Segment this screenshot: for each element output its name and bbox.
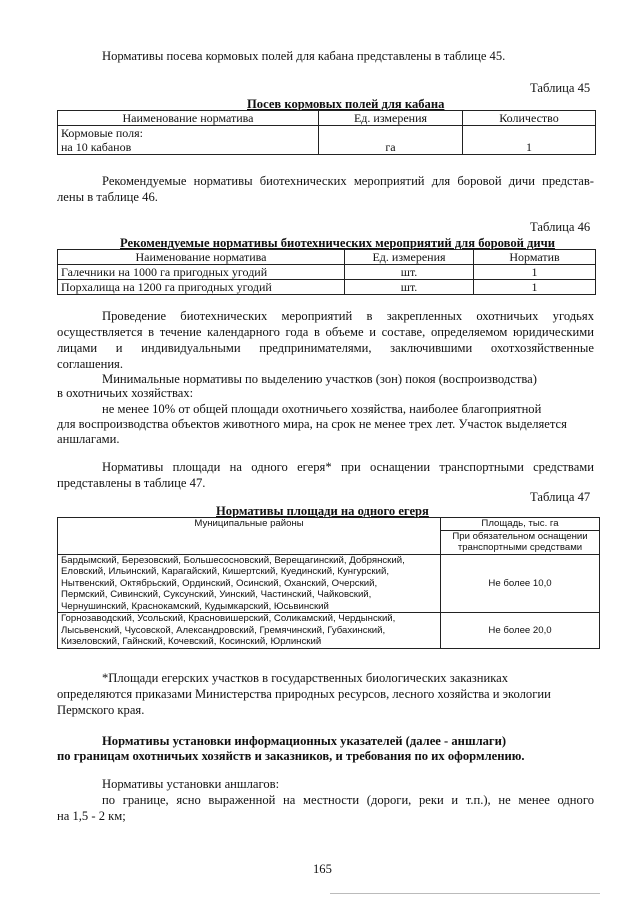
table-46-cell-unit: шт.	[345, 265, 474, 280]
table-45-name-line: на 10 кабанов	[61, 140, 132, 154]
intro-table-47-line: представлены в таблице 47.	[57, 476, 206, 490]
table-46-cell-norm: 1	[474, 280, 596, 295]
table-45-name-line: Кормовые поля:	[61, 126, 143, 140]
district-line: Еловский, Ильинский, Карагайский, Кишертский, Куединский, Кунгурский,	[61, 566, 390, 577]
table-46	[57, 249, 596, 295]
district-line: Лысьвенский, Чусовской, Александровский, Гремячинский, Губахинский,	[61, 624, 386, 636]
table-47-header-area: Площадь, тыс. га	[441, 518, 600, 531]
rest-zone-paragraph-line: не менее 10% от общей площади охотничьего хозяйства, наиболее благоприятной	[102, 402, 542, 416]
table-45-cell-qty: 1	[463, 126, 596, 155]
anshlag-line: Нормативы установки аншлагов:	[102, 777, 280, 791]
table-46-title: Рекомендуемые нормативы биотехнических мероприятий для боровой дичи	[120, 236, 556, 250]
table-47-label: Таблица 47	[530, 490, 591, 504]
footnote-line: Пермского края.	[57, 703, 145, 717]
intro-table-46-line: лены в таблице 46.	[57, 190, 158, 204]
rest-zone-paragraph-line: Минимальные нормативы по выделению участков (зон) покоя (воспроизводства)	[102, 372, 537, 386]
intro-table-47-line: Нормативы площади на одного егеря* при оснащении транспортными средствами	[102, 460, 594, 474]
table-47	[57, 517, 600, 649]
table-45-header-qty: Количество	[463, 111, 596, 126]
table-46-row	[58, 280, 596, 295]
table-47-cell-districts	[58, 554, 441, 613]
rest-zone-paragraph-line: в охотничьих хозяйствах:	[57, 386, 194, 400]
table-46-cell-unit: шт.	[345, 280, 474, 295]
district-line: Горнозаводский, Усольский, Красновишерский, Соликамский, Чердынский,	[61, 613, 396, 624]
rest-zone-paragraph-line: для воспроизводства объектов животного мира, на срок не менее трех лет. Участок выделяется	[57, 417, 567, 431]
footer-rule	[330, 893, 600, 894]
table-47-row	[58, 613, 600, 649]
table-46-header-unit: Ед. измерения	[345, 250, 474, 265]
table-47-header-districts: Муниципальные районы	[58, 518, 441, 555]
biotech-paragraph-line: осуществляется в течение календарного года в объеме и составе, определяемом юридическими	[57, 325, 594, 339]
district-line: Чернушинский, Краснокамский, Кудымкарский, Юсьвинский	[61, 600, 329, 612]
table-46-cell-name: Порхалища на 1200 га пригодных угодий	[58, 280, 345, 295]
district-line: Кизеловский, Гайнский, Кочевский, Косинский, Юрлинский	[61, 636, 322, 647]
table-47-title: Нормативы площади на одного егеря	[216, 504, 429, 518]
footnote-line: *Площади егерских участков в государственных биологических заказниках	[102, 671, 509, 685]
intro-table-45: Нормативы посева кормовых полей для кабана представлены в таблице 45.	[102, 49, 506, 63]
table-46-row	[58, 265, 596, 280]
table-45-header-unit: Ед. измерения	[319, 111, 463, 126]
section-heading-line: Нормативы установки информационных указателей (далее - аншлаги)	[102, 734, 507, 748]
district-line: Нытвенский, Октябрьский, Ординский, Осинский, Оханский, Очерский,	[61, 577, 378, 589]
page-number: 165	[313, 862, 332, 876]
table-47-header-sub: При обязательном оснащении транспортными средствами	[441, 530, 600, 554]
district-line: Пермский, Сивинский, Суксунский, Уинский, Частинский, Чайковский,	[61, 589, 372, 600]
section-heading-line: по границам охотничьих хозяйств и заказников, и требования по их оформлению.	[57, 749, 525, 763]
district-line: Бардымский, Березовский, Большесосновский, Верещагинский, Добрянский,	[61, 554, 405, 566]
table-46-cell-norm: 1	[474, 265, 596, 280]
biotech-paragraph-line: лицами и индивидуальными предпринимателями, заключившими охотхозяйственные	[57, 341, 594, 355]
footnote-line: определяются приказами Министерства природных ресурсов, лесного хозяйства и экологии	[57, 687, 551, 701]
anshlag-line: по границе, ясно выраженной на местности (дороги, реки и т.п.), не менее одного	[102, 793, 594, 807]
table-47-cell-area: Не более 10,0	[441, 554, 600, 613]
biotech-paragraph-line: Проведение биотехнических мероприятий в закрепленных охотничьих угодьях	[102, 309, 594, 323]
table-45	[57, 110, 596, 155]
table-45-cell-unit: га	[319, 126, 463, 155]
anshlag-line: на 1,5 - 2 км;	[57, 809, 126, 823]
intro-table-46-line: Рекомендуемые нормативы биотехнических мероприятий для боровой дичи представ-	[102, 174, 594, 188]
table-45-label: Таблица 45	[530, 81, 591, 95]
table-46-header-name: Наименование норматива	[58, 250, 345, 265]
table-46-label: Таблица 46	[530, 220, 591, 234]
table-47-row	[58, 554, 600, 613]
table-45-title: Посев кормовых полей для кабана	[247, 97, 445, 111]
table-45-header-name: Наименование норматива	[58, 111, 319, 126]
table-46-header-norm: Норматив	[474, 250, 596, 265]
biotech-paragraph-line: соглашения.	[57, 357, 123, 371]
table-47-cell-area: Не более 20,0	[441, 613, 600, 649]
table-46-cell-name: Галечники на 1000 га пригодных угодий	[58, 265, 345, 280]
table-45-cell-name	[58, 126, 319, 155]
rest-zone-paragraph-line: аншлагами.	[57, 432, 120, 446]
table-47-cell-districts	[58, 613, 441, 649]
